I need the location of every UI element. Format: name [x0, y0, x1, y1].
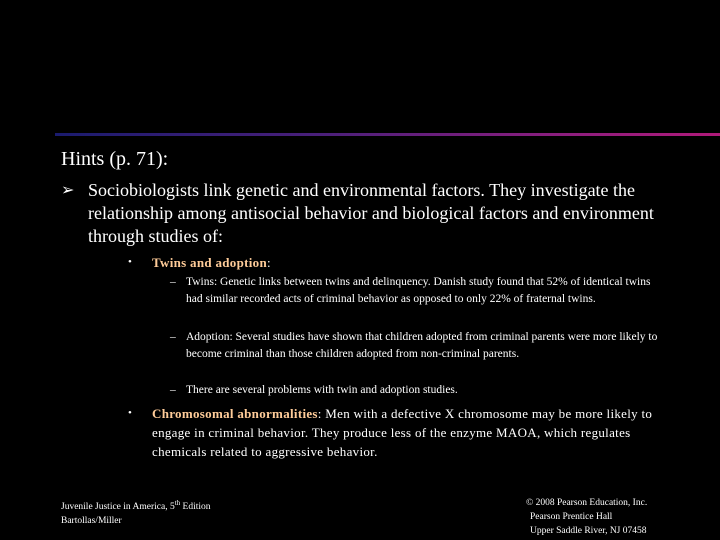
footer-publisher: Pearson Prentice Hall: [530, 512, 613, 522]
dash-bullet-icon: –: [170, 276, 176, 288]
sub-bullet-twins-rest: :: [267, 255, 271, 270]
dot-bullet-icon: •: [128, 407, 133, 419]
footer-left: [61, 496, 211, 528]
footer-edition: Edition: [180, 502, 211, 513]
detail-adoption: [170, 329, 662, 362]
footer-book-title: Juvenile Justice in America, 5: [61, 502, 175, 513]
detail-adoption-text: Adoption: Several studies have shown that children adopted from criminal parents were more likely to become criminal than those children adopted from non-criminal parents.: [186, 331, 658, 360]
detail-problems-text: There are several problems with twin and adoption studies.: [186, 384, 458, 396]
main-bullet-text: Sociobiologists link genetic and environmental factors. They investigate the relationship among antisocial behavior and biological factors and environment through studies of:: [88, 180, 654, 246]
sub-bullet-chromosomal: [128, 404, 656, 461]
dash-bullet-icon: –: [170, 384, 176, 396]
arrow-bullet-icon: ➢: [61, 182, 75, 199]
footer-authors: Bartollas/Miller: [61, 516, 122, 527]
sub-bullet-chromosomal-rest: : Men with a defective X chromosome may be more likely to engage in criminal behavior. They produce less of the enzyme MAOA, which regulates chemicals related to aggressive behavior.: [152, 406, 653, 459]
footer-copyright: © 2008 Pearson Education, Inc.: [526, 498, 648, 508]
detail-twins: [170, 274, 662, 307]
dash-bullet-icon: –: [170, 331, 176, 343]
dot-bullet-icon: •: [128, 256, 133, 268]
term-chromosomal: Chromosomal abnormalities: [152, 406, 318, 421]
footer-edition-sup: th: [174, 499, 181, 507]
sub-bullet-twins: [128, 253, 656, 272]
title-divider: [55, 133, 720, 136]
footer-address: Upper Saddle River, NJ 07458: [530, 526, 647, 536]
footer-right: [526, 496, 647, 538]
detail-problems: [170, 382, 662, 399]
slide-title: Hints (p. 71):: [61, 148, 169, 170]
main-bullet: [61, 179, 661, 248]
term-twins-adoption: Twins and adoption: [152, 255, 267, 270]
detail-twins-text: Twins: Genetic links between twins and delinquency. Danish study found that 52% of identical twins had similar recorded acts of criminal behavior as opposed to only 22% of fraternal twins.: [186, 276, 651, 305]
